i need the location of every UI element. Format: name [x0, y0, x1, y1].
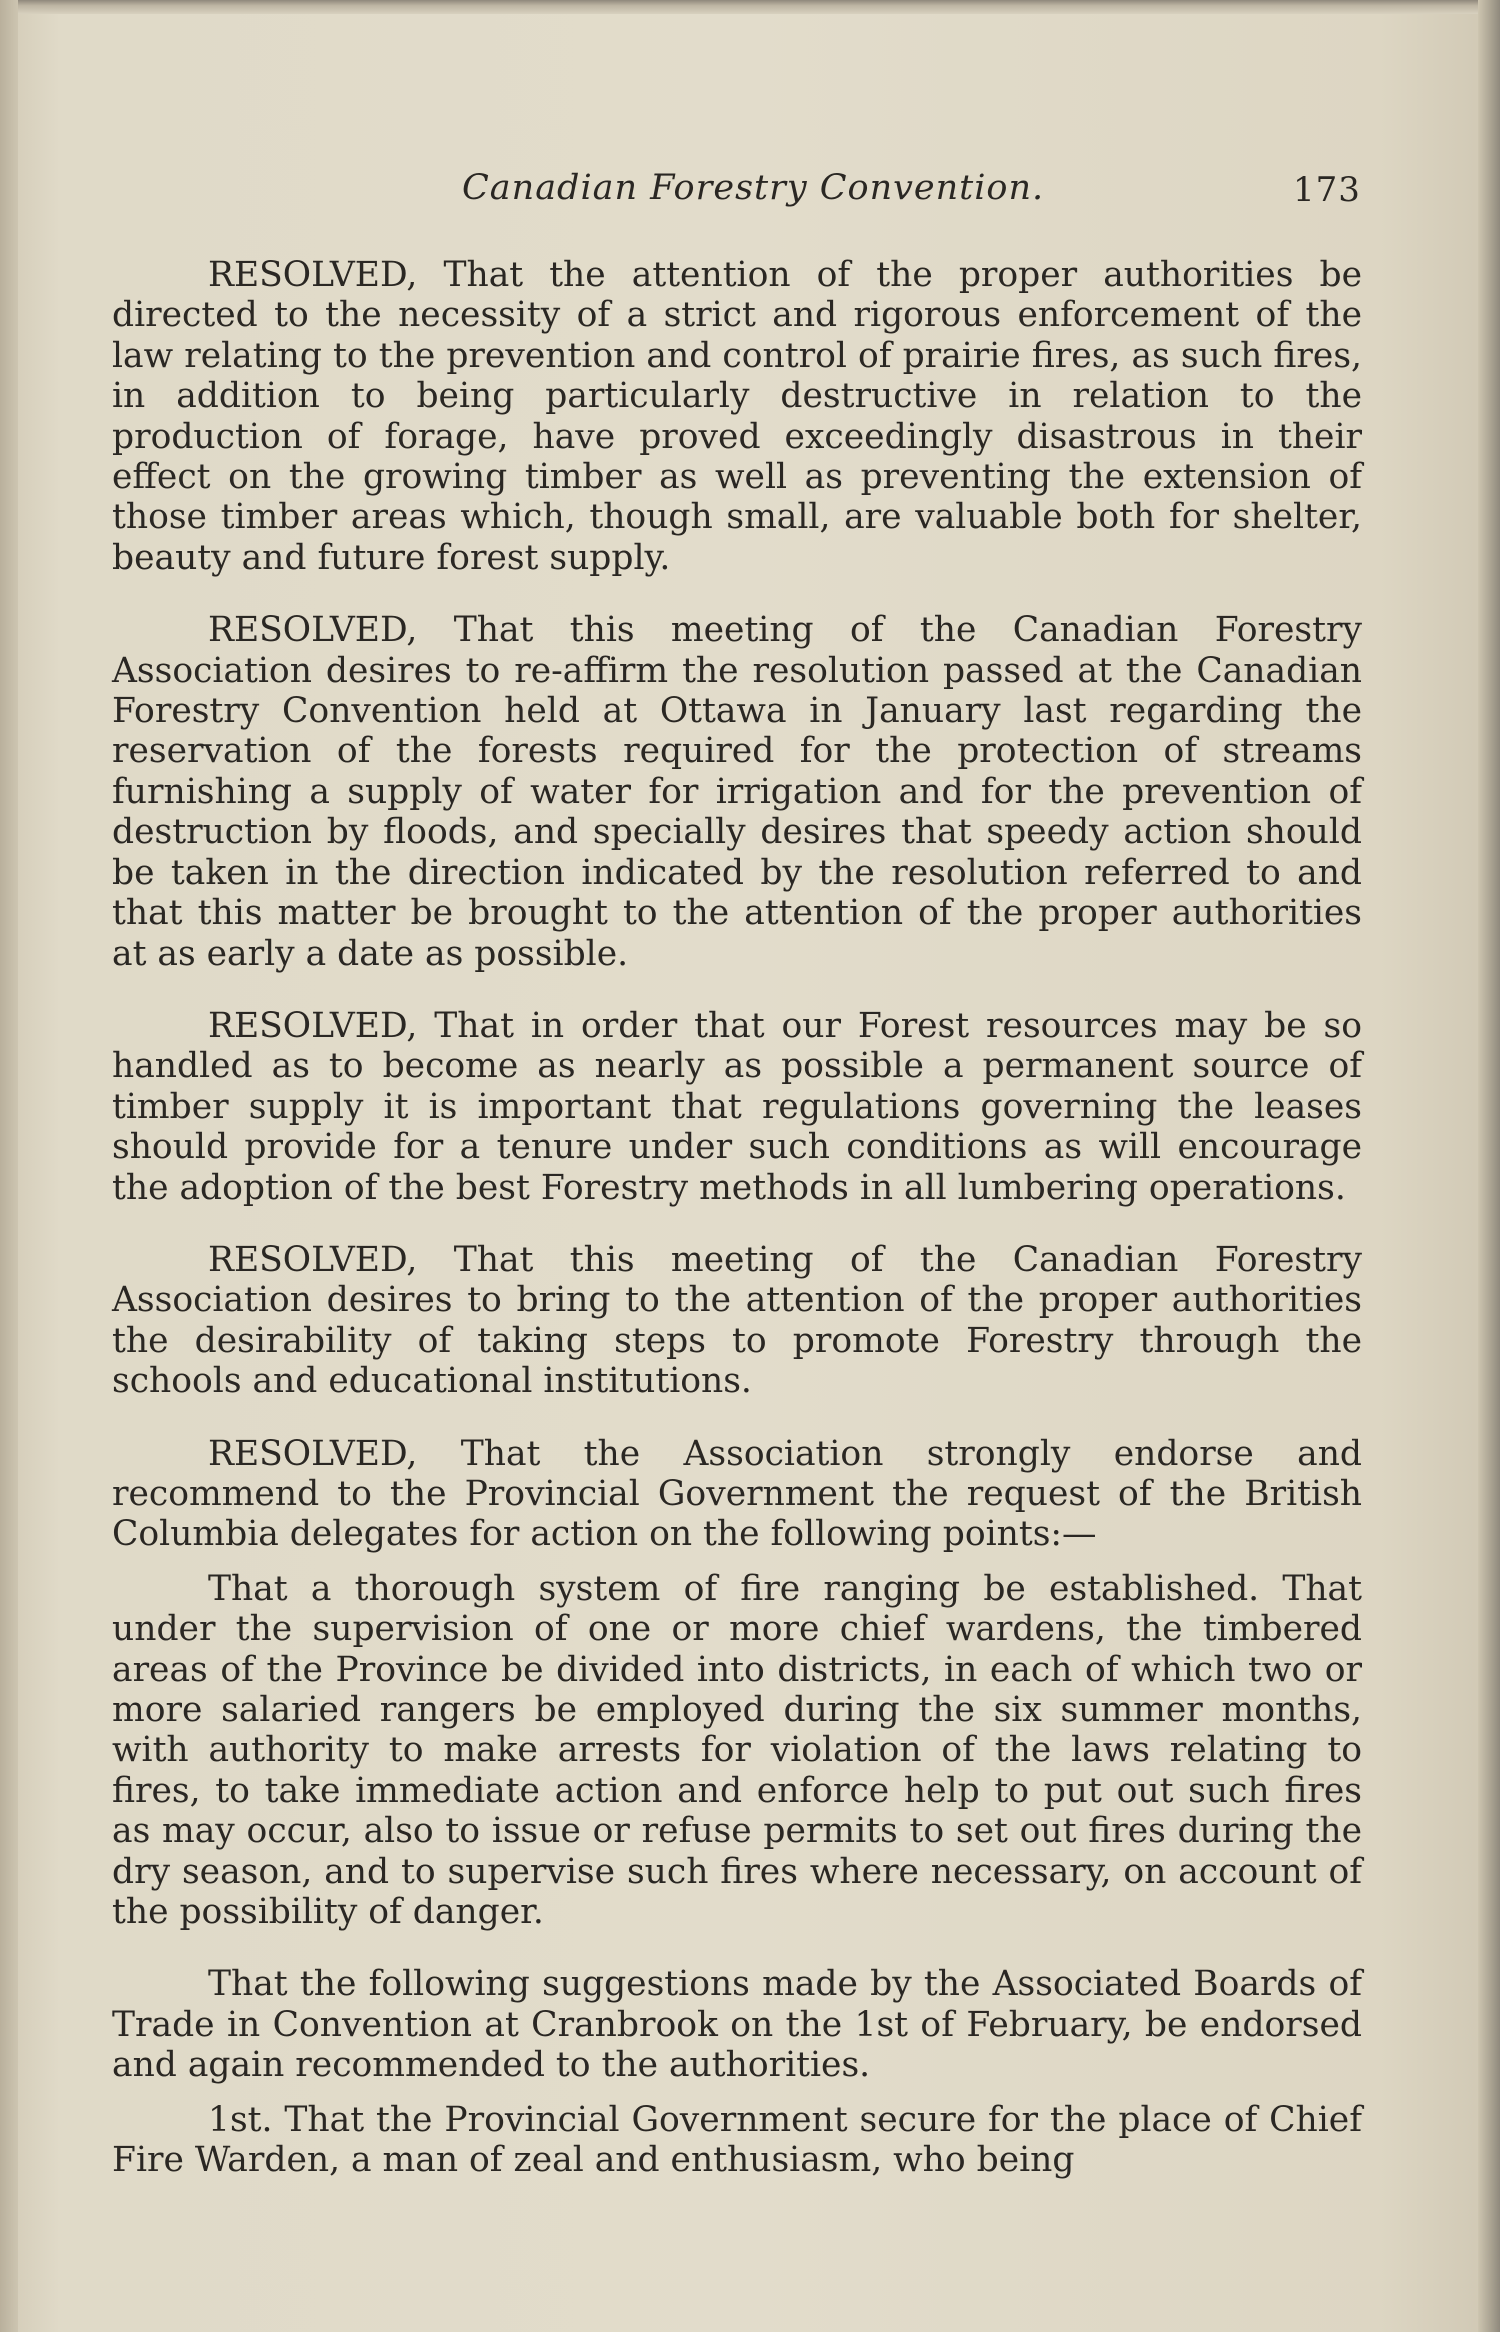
point-fire-ranging: That a thorough system of fire ranging be established. That under the supervision of one or more chief wardens, the timbered areas of the Province be divided into districts, in each of which two or more salaried rangers be employed during the six summer months, with authority to make arrests for violation of the laws relating to fires, to take immediate action and enforce help to put out such fires as may occur, also to issue or refuse permits to set out fires during the dry season, and to supervise such fires where necessary, on account of the possibility of danger.: [112, 1568, 1362, 1933]
page-right-edge: [1478, 0, 1500, 2332]
body-text: [112, 255, 1362, 2212]
point-boards-of-trade: That the following suggestions made by the Associated Boards of Trade in Convention at Cranbrook on the 1st of February, be endorsed and again recommended to the authorities.: [112, 1964, 1362, 2086]
resolution-forestry-schools: RESOLVED, That this meeting of the Canadian Forestry Association desires to bring to the attention of the proper authorities the desirability of taking steps to promote Forestry through the schools and educational institutions.: [112, 1239, 1362, 1402]
resolution-prairie-fires: RESOLVED, That the attention of the proper authorities be directed to the necessity of a strict and rigorous enforcement of the law relating to the prevention and control of prairie fires, as such fires, in addition to being particularly destructive in relation to the production of forage, have proved exceedingly disastrous in their effect on the growing timber as well as preventing the extension of those timber areas which, though small, are valuable both for shelter, beauty and future forest supply.: [112, 255, 1362, 578]
resolution-timber-leases: RESOLVED, That in order that our Forest resources may be so handled as to become as nearly as possible a permanent source of timber supply it is important that regulations governing the leases should provide for a tenure under such conditions as will encourage the adoption of the best Forestry methods in all lumbering operations.: [112, 1005, 1362, 1208]
page-binding-edge: [0, 0, 18, 2332]
resolution-british-columbia: RESOLVED, That the Association strongly endorse and recommend to the Provincial Government the request of the British Columbia delegates for action on the following points:—: [112, 1433, 1362, 1555]
point-chief-fire-warden: 1st. That the Provincial Government secure for the place of Chief Fire Warden, a man of zeal and enthusiasm, who being: [112, 2099, 1362, 2181]
running-title: Canadian Forestry Convention.: [462, 168, 1045, 208]
page-number: 173: [1293, 170, 1361, 210]
page-top-edge: [0, 0, 1500, 14]
page-header: [110, 168, 1360, 228]
resolution-forest-reservation: RESOLVED, That this meeting of the Canadian Forestry Association desires to re-affirm the resolution passed at the Canadian Forestry Convention held at Ottawa in January last regarding the reservation of the forests required for the protection of streams furnishing a supply of water for irrigation and for the prevention of destruction by floods, and specially desires that speedy action should be taken in the direction indicated by the resolution referred to and that this matter be brought to the attention of the proper authorities at as early a date as possible.: [112, 610, 1362, 974]
